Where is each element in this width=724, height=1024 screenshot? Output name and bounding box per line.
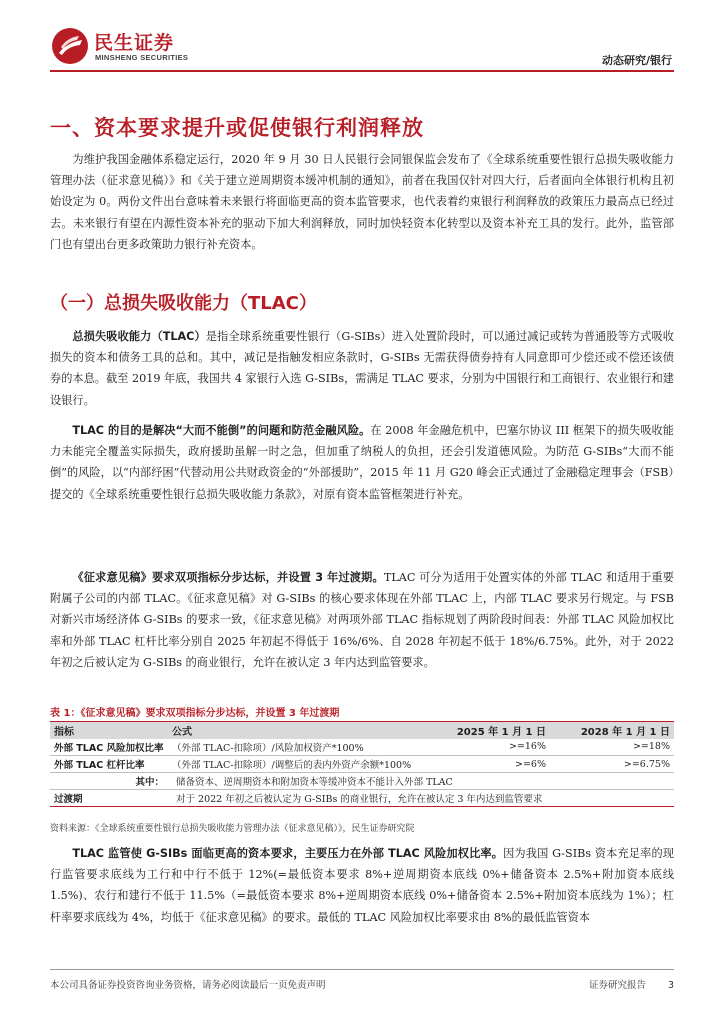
table-header-cell: 2025 年 1 月 1 日 bbox=[430, 722, 550, 739]
table-header-row bbox=[50, 722, 674, 739]
header-divider bbox=[50, 70, 674, 72]
minsheng-logo-icon bbox=[50, 26, 90, 66]
table-row bbox=[50, 739, 674, 756]
table-cell-note: 储备资本、逆周期资本和附加资本等缓冲资本不能计入外部 TLAC bbox=[176, 777, 453, 788]
subsection-title: （一）总损失吸收能力（TLAC） bbox=[50, 293, 317, 314]
tlac-pressure-paragraph bbox=[50, 843, 674, 928]
table-cell-indicator: 外部 TLAC 杠杆比率 bbox=[54, 760, 145, 771]
paragraph-body: 因为我国 G-SIBs 资本充足率的现行监管要求底线为工行和中行不低于 12%(=最低资本要求 8%+逆周期资本底线 0%+储备资本 2.5%+附加资本底线 1.5%)、农行和建行不低于 11.5%（=最低资本要求 8%+逆周期资本底线 0%+储备资本 2.5%+附加资本底线为 1%）；杠杆率要求底线为 4%，均低于《征求意见稿》的要求。最低的 TLAC 风险加权比率要求由 8%的最低监管资本 bbox=[50, 847, 674, 924]
paragraph-lead: 《征求意见稿》要求双项指标分步达标，并设置 3 年过渡期。 bbox=[72, 571, 384, 584]
table-cell-transition-label: 过渡期 bbox=[54, 794, 83, 805]
page-header bbox=[0, 0, 724, 78]
table-row bbox=[50, 790, 674, 807]
table-header-cell: 2028 年 1 月 1 日 bbox=[550, 722, 674, 739]
section-title: 一、资本要求提升或促使银行利润释放 bbox=[50, 116, 424, 140]
footer-divider bbox=[50, 969, 674, 970]
table-source-note: 资料来源：《全球系统重要性银行总损失吸收能力管理办法（征求意见稿）》，民生证券研究院 bbox=[50, 824, 415, 834]
paragraph-lead: TLAC 的目的是解决“大而不能倒”的问题和防范金融风险。 bbox=[72, 424, 371, 437]
table-cell-2028: >=18% bbox=[632, 741, 670, 753]
table-cell-transition: 对于 2022 年初之后被认定为 G-SIBs 的商业银行，允许在被认定 3 年内达到监管要求 bbox=[176, 794, 543, 805]
table-cell-2025: >=6% bbox=[515, 758, 546, 770]
report-type: 证券研究报告 bbox=[588, 980, 646, 991]
table-cell-2025: >=16% bbox=[508, 741, 546, 753]
table-header-cell: 指标 bbox=[50, 722, 168, 739]
table-cell-formula: （外部 TLAC-扣除项）/调整后的表内外资产余额*100% bbox=[172, 760, 412, 771]
paragraph-lead: 总损失吸收能力（TLAC） bbox=[72, 330, 206, 343]
footer-meta bbox=[567, 977, 674, 991]
tlac-requirements-table bbox=[50, 721, 674, 807]
paragraph-body: 在 2008 年金融危机中，巴塞尔协议 III 框架下的损失吸收能力未能完全覆盖实际损失，政府援助虽解一时之急，但加重了纳税人的负担，还会引发道德风险。为防范 G-SIBs“大而不能倒”的风险，以“内部纾困”代替动用公共财政资金的“外部援助”，2015 年 11 月 G20 峰会正式通过了金融稳定理事会（FSB）提交的《全球系统重要性银行总损失吸收能力条款》，对原有资本监管框架进行补充。 bbox=[50, 424, 674, 501]
footer-disclaimer: 本公司具备证券投资咨询业务资格，请务必阅读最后一页免责声明 bbox=[50, 980, 326, 991]
paragraph-lead: TLAC 监管使 G-SIBs 面临更高的资本要求，主要压力在外部 TLAC 风险加权比率。 bbox=[72, 847, 504, 860]
table-cell-indicator: 外部 TLAC 风险加权比率 bbox=[54, 742, 164, 754]
paragraph-body: 是指全球系统重要性银行（G-SIBs）进入处置阶段时，可以通过减记或转为普通股等方式吸收损失的资本和债务工具的总和。其中，减记是指触发相应条款时，G-SIBs 无需获得债券持有人同意即可少偿还或不偿还该债券的本息。截至 2019 年底，我国共 4 家银行入选 G-SIBs，需满足 TLAC 要求，分别为中国银行和工商银行、农业银行和建设银行。 bbox=[50, 330, 674, 407]
table-row bbox=[50, 756, 674, 773]
paragraph-body: TLAC 可分为适用于处置实体的外部 TLAC 和适用于重要附属子公司的内部 TLAC。《征求意见稿》对 G-SIBs 的核心要求体现在外部 TLAC 上，内部 TLAC 要求另行规定。与 FSB 对新兴市场经济体 G-SIBs 的要求一致，《征求意见稿》对两项外部 TLAC 指标规划了两阶段时间表：外部 TLAC 风险加权比率和外部 TLAC 杠杆比率分别自 2025 年初起不得低于 16%/6%、自 2028 年初起不低于 18%/6.75%。此外，对于 2022 年初之后被认定为 G-SIBs 的商业银行，允许在被认定 3 年内达到监管要求。 bbox=[50, 571, 674, 669]
table-cell-formula: （外部 TLAC-扣除项）/风险加权资产*100% bbox=[172, 742, 364, 754]
logo-text-cn: 民生证券 bbox=[94, 32, 175, 54]
intro-paragraph: 为维护我国金融体系稳定运行，2020 年 9 月 30 日人民银行会同银保监会发布了《全球系统重要性银行总损失吸收能力管理办法（征求意见稿）》和《关于建立逆周期资本缓冲机制的通知》，前者在我国仅针对四大行，后者面向全体银行机构且初始设定为 0。两份文件出台意味着未来银行将面临更高的资本监管要求，也代表着约束银行利润释放的政策压力最高点已经过去。未来银行有望在内源性资本补充的驱动下加大利润释放，同时加快轻资本化转型以及资本补充工具的发行。此外，监管部门也有望出台更多政策助力银行补充资本。 bbox=[50, 153, 674, 251]
tlac-definition-paragraph bbox=[50, 326, 674, 411]
tlac-purpose-paragraph bbox=[50, 420, 674, 505]
table-cell-note-label: 其中： bbox=[135, 777, 164, 788]
table-row bbox=[50, 773, 674, 790]
draft-requirements-paragraph bbox=[50, 567, 674, 673]
table-header-cell: 公式 bbox=[168, 722, 430, 739]
company-logo bbox=[50, 26, 210, 66]
logo-text-en: MINSHENG SECURITIES bbox=[95, 53, 189, 62]
report-category: 动态研究/银行 bbox=[601, 54, 672, 67]
table-title: 表 1：《征求意见稿》要求双项指标分步达标，并设置 3 年过渡期 bbox=[50, 708, 340, 719]
table-cell-2028: >=6.75% bbox=[623, 758, 670, 770]
page-number: 3 bbox=[667, 980, 674, 991]
